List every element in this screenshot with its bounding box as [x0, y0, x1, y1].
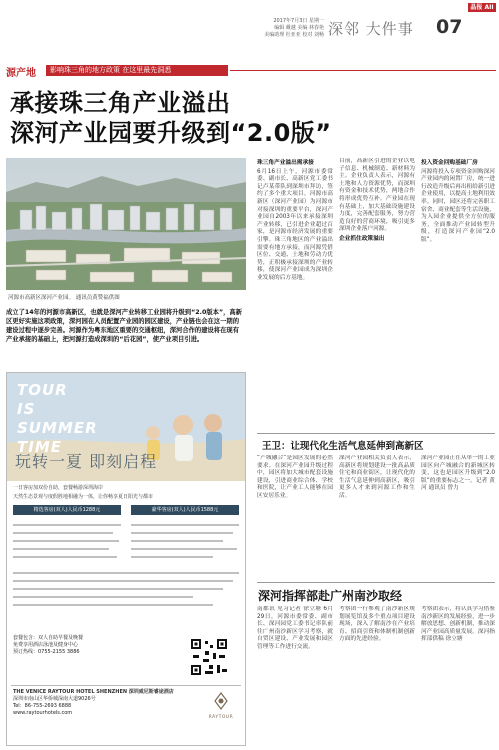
headline	[10, 88, 332, 148]
section-name: 深邻 大件事	[328, 20, 414, 38]
article2-col2: 深河产业园相关负责人表示，高新区将规划建设一批高品质住宅和商业街区，让现代化的生活气息延伸到高新区，吸引更多人才来到河源工作和生活。	[339, 455, 415, 499]
ad-details	[13, 485, 239, 622]
ad-line-1: 一日客房加双份自助，套餐畅游深圳海岸	[13, 485, 104, 491]
header-info	[262, 18, 324, 40]
ad-foot-3: 预订热线：0755-2155 3886	[13, 649, 80, 655]
article2-rule	[257, 433, 495, 434]
article3-rule	[257, 582, 495, 583]
ad-text-block	[13, 519, 239, 619]
editor-line-2: 美编助理 杜亚亚 校对 刘畅	[264, 32, 324, 39]
tour-line-2: IS	[17, 400, 36, 418]
article1-subhead: 珠三角产业溢出需承接	[257, 160, 314, 166]
article3-col1: 南都讯 见习记者 徐立塘 6月29日，河源市委常委、副市长、深河园党工委书记率队前往广州南沙新区学习考察，就自贸区建设、产业发展和园区管理等工作进行交流。	[257, 606, 333, 650]
article3-title: 深河指挥部赴广州南沙取经	[258, 589, 403, 603]
ad-slogan: 玩转一夏 即刻启程	[15, 452, 158, 471]
lead-paragraph: 成立了14年的河源市高新区，也就是深河产业转移工业园将升级到“2.0版本”，高新区更好实施这项政策，深河园在人员配置产业园的园区建设，产业链也会在这一期的建设过程中逐步完善。河源作为粤东地区重要的交通枢纽，深河合作的建设将在现有产业承接的基础上，把河源打造成深圳的“后花园”，使产业项目引进。	[6, 309, 242, 343]
ad-banner	[7, 373, 245, 481]
qr-code-icon	[189, 637, 229, 677]
article2-col1: “产城融合”是园区发展的必然要求。在深河产业园升级过程中，园区将加大城市配套设施建设，引进商业综合体、学校和医院，让产业工人能够在园区安居乐业。	[257, 455, 333, 499]
article1-col3	[421, 158, 495, 430]
article1-col1-text: 6月16日上午，河源市委常委、副市长、高新区党工委书记卢某带队到深圳市拜访，签约了多个重大项目。河源市高新区（深河产业园）为河源市对接深圳的重要平台，深河产业园自2003年以来承接深圳产业转移，已引进企业超过百家，是河源市经济发展的重要引擎。珠三角地区的产业溢出需要有地方承接，而河源凭借区位、交通、土地和劳动力优势，正积极承接深圳的产业转移，使深河产业园成为深圳企业发展的后方基地。	[257, 168, 333, 281]
editor-line-1: 编辑 戴越 美编 林春艳	[274, 25, 324, 32]
article1-col2-text: 目前，高新区引进的企业以电子信息、机械制造、新材料为主。企业负责人表示，河源有土地和人力资源优势，而深圳有资金和技术优势，两地合作将形成优势互补。产业园在现有基础上，加大基础设施建设力度，完善配套服务，努力营造良好的营商环境，吸引更多深圳企业落户河源。	[339, 158, 415, 233]
page-number: 07	[436, 16, 463, 38]
article3-col2: 考察团一行参观了南沙新区规划展览馆及多个重点项目建设现场，深入了解南沙在产业培育、招商引资和体制机制创新方面的先进经验。	[339, 606, 415, 643]
article1-col2	[339, 158, 415, 430]
article2-col3: 深河产业园正在从单一的工业园区向产城融合的新城区转变，这也是园区升级到“2.0版”的重要标志之一。记者 黄河 通讯员 曾力	[421, 455, 495, 492]
aerial-photo	[6, 158, 246, 290]
article1-col2-subhead: 企业抓住政策溢出	[339, 235, 385, 242]
article3-col3: 考察团表示，将认真学习借鉴南沙新区的发展经验，进一步解放思想、创新机制，推动深河产业园高质量发展。深河指挥部供稿 徐立塘	[421, 606, 495, 643]
brand-badge: 晶报 AII	[468, 3, 496, 12]
date-line: 2017年7月3日 星期一	[273, 18, 324, 24]
tour-line-4: TIME	[17, 438, 62, 456]
ad-foot-2: 免费享用酒店泳池及健身中心	[13, 642, 79, 648]
hotel-phone: Tel：86-755-2693 6888	[13, 703, 72, 709]
ad-tour-title	[17, 381, 98, 457]
hotel-address: 深圳市南山区华侨城深南大道9026号	[13, 696, 96, 702]
raytour-logo	[203, 691, 239, 721]
article2-title: 王卫：让现代化生活气息延伸到高新区	[262, 441, 424, 452]
tour-line-3: SUMMER	[17, 419, 98, 437]
section-bar	[4, 64, 496, 77]
article1-col3-subhead: 投入资金回购基础厂房	[421, 160, 478, 166]
price-box-1: 精选客房(双人)人民币1288元	[13, 505, 121, 515]
hotel-name: THE VENICE RAYTOUR HOTEL SHENZHEN 深圳威尼斯睿途酒店	[13, 689, 174, 695]
aerial-photo-image	[6, 158, 246, 290]
hotel-website: www.raytourhotels.com	[13, 710, 73, 716]
bar-band: 影响珠三角的地方政策 在这里最先洞悉	[46, 65, 228, 76]
hotel-advertisement	[6, 372, 246, 746]
ad-line-2: 天然生态景观与度假胜地相融为一体，让你畅享夏日阳光与都市	[13, 494, 154, 500]
ad-divider	[11, 685, 241, 686]
raytour-logo-text: RAYTOUR	[208, 715, 234, 720]
article1-col3-text: 河源将投入专项资金回购深河产业园内的闲置厂房，统一进行改造升级后再出租给新引进企业使用，以提高土地利用效率。同时，园区还将完善职工宿舍、商业配套等生活设施，为入园企业提供全方位的服务，全面推动产业园转型升级，打造深河产业园“2.0版”。	[421, 168, 495, 243]
raytour-logo-icon	[203, 691, 239, 711]
tour-line-1: TOUR	[17, 381, 68, 399]
price-box-2: 豪华客房(双人)人民币1588元	[131, 505, 239, 515]
ad-foot-1: 套餐包含：双人自助早餐及晚餐	[13, 635, 84, 641]
hotel-info	[13, 689, 193, 717]
article1-col1	[257, 158, 333, 430]
photo-caption: 河源市高新区深河产业园。 通讯员黄赞福供图	[8, 295, 120, 301]
headline-line-2: 深河产业园要升级到“2.0版”	[10, 119, 332, 147]
price-row	[13, 505, 239, 515]
bar-divider	[230, 70, 496, 71]
headline-line-1: 承接珠三角产业溢出	[10, 89, 231, 117]
bar-source: 源产地	[6, 68, 36, 79]
